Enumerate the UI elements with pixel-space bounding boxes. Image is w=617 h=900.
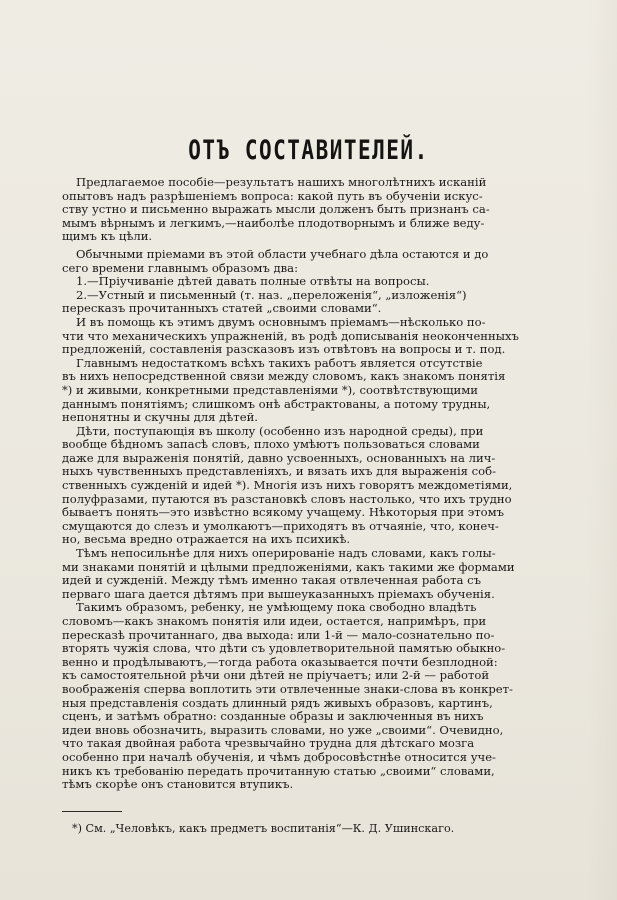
text-line: идей и сужденій. Между тѣмъ именно такая отвлеченная работа съ [62,573,482,588]
text-line: пересказъ прочитанныхъ статей „своими словами“. [62,301,382,316]
footnote-divider [62,811,122,812]
text-line: воображенія сперва воплотить эти отвлеченные знаки-слова въ конкрет- [62,681,513,696]
preface-text [62,176,557,792]
text-line: особенно при началѣ обученія, и чѣмъ добросовѣстнѣе относится уче- [62,749,496,764]
text-line: вообще бѣдномъ запасѣ словъ, плохо умѣютъ пользоваться словами [62,437,480,452]
text-line: Обычными пріемами въ этой области учебнаго дѣла остаются и до [76,246,489,261]
text-line: ми знаками понятій и цѣлыми предложеніями, какъ такими же формами [62,559,515,574]
text-line: Предлагаемое пособіе—результатъ нашихъ многолѣтнихъ исканій [76,175,487,189]
text-line: никъ къ требованію передать прочитанную статью „своими“ словами, [62,763,495,778]
text-line: И въ помощь къ этимъ двумъ основнымъ пріемамъ—нѣсколько по- [76,314,486,329]
footnote: *) См. „Человѣкъ, какъ предметъ воспитанія“—К. Д. Ушинскаго. [72,822,455,835]
text-line: даже для выраженія понятій, давно усвоенныхъ, основанныхъ на лич- [62,450,496,465]
text-line: идеи вновь обозначить, выразить словами, но уже „своими“. Очевидно, [62,722,504,737]
text-line: непонятны и скучны для дѣтей. [62,410,258,425]
text-line: смущаются до слезъ и умолкаютъ—приходятъ въ отчаяніе, что, конеч- [62,518,499,533]
text-line: вторять чужія слова, что дѣти съ удовлетворительной памятью обыкно- [62,641,506,656]
text-line: ственныхъ сужденій и идей *). Многія изъ нихъ говорятъ междометіями, [62,478,513,493]
text-line: въ нихъ непосредственной связи между словомъ, какъ знакомъ понятія [62,369,506,384]
text-line: мымъ вѣрнымъ и легкимъ,—наиболѣе плодотворнымъ и ближе веду- [62,215,485,230]
text-line: тѣмъ скорѣе онъ становится втупикъ. [62,777,294,792]
text-line: ныхъ чувственныхъ представленіяхъ, и вязать ихъ для выраженія соб- [62,464,497,479]
text-line: даннымъ понятіямъ; слишкомъ онѣ абстрактованы, а потому трудны, [62,396,491,411]
text-line: словомъ—какъ знакомъ понятія или идеи, остается, напримѣръ, при [62,614,487,628]
text-line: Дѣти, поступающія въ школу (особенно изъ народной среды), при [76,423,484,438]
text-line: 1.—Пріучиваніе дѣтей давать полные отвѣты на вопросы. [76,274,430,289]
text-line: ныя представленія создать длинный рядъ живыхъ образовъ, картинъ, [62,695,493,710]
text-line: Тѣмъ непосильнѣе для нихъ оперированіе надъ словами, какъ голы- [76,546,496,561]
text-line: бываетъ понять—это извѣстно всякому учащему. Нѣкоторыя при этомъ [62,505,505,520]
text-line: опытовъ надъ разрѣшеніемъ вопроса: какой путь въ обученіи искус- [62,188,483,203]
text-line: предложеній, составленія разсказовъ изъ отвѣтовъ на вопросы и т. под. [62,342,506,357]
text-line: 2.—Устный и письменный (т. наз. „переложенія“, „изложенія“) [76,287,467,302]
text-line: Такимъ образомъ, ребенку, не умѣющему пока свободно владѣть [76,600,477,615]
text-line: венно и продѣлываютъ,—тогда работа оказывается почти безплодной: [62,654,498,669]
page-title: ОТЪ СОСТАВИТЕЛЕЙ. [188,135,429,165]
text-line: *) и живыми, конкретными представленіями *), соотвѣтствующими [62,382,478,397]
text-line: чти что механическихъ упражненій, въ родѣ дописыванія неоконченныхъ [62,328,519,343]
text-line: щимъ къ цѣли. [62,229,153,244]
text-line: ству устно и письменно выражать мысли долженъ быть признанъ са- [62,202,490,217]
text-line: но, весьма вредно отражается на ихъ психикѣ. [62,532,351,547]
page-edge-shading [587,0,617,900]
text-line: полуфразами, путаются въ разстановкѣ словъ настолько, что ихъ трудно [62,491,512,506]
text-line: сего времени главнымъ образомъ два: [62,260,298,275]
text-line: что такая двойная работа чрезвычайно трудна для дѣтскаго мозга [62,736,475,751]
text-line: къ самостоятельной рѣчи они дѣтей не пріучаетъ; или 2-й — работой [62,668,490,683]
text-line: перваго шага дается дѣтямъ при вышеуказанныхъ пріемахъ обученія. [62,586,495,601]
text-line: пересказѣ прочитаннаго, два выхода: или 1-й — мало-сознательно по- [62,627,495,642]
text-line: Главнымъ недостаткомъ всѣхъ такихъ работъ является отсутствіе [76,355,483,370]
text-line: сценъ, и затѣмъ обратно: созданные образы и заключенныя въ нихъ [62,709,484,724]
